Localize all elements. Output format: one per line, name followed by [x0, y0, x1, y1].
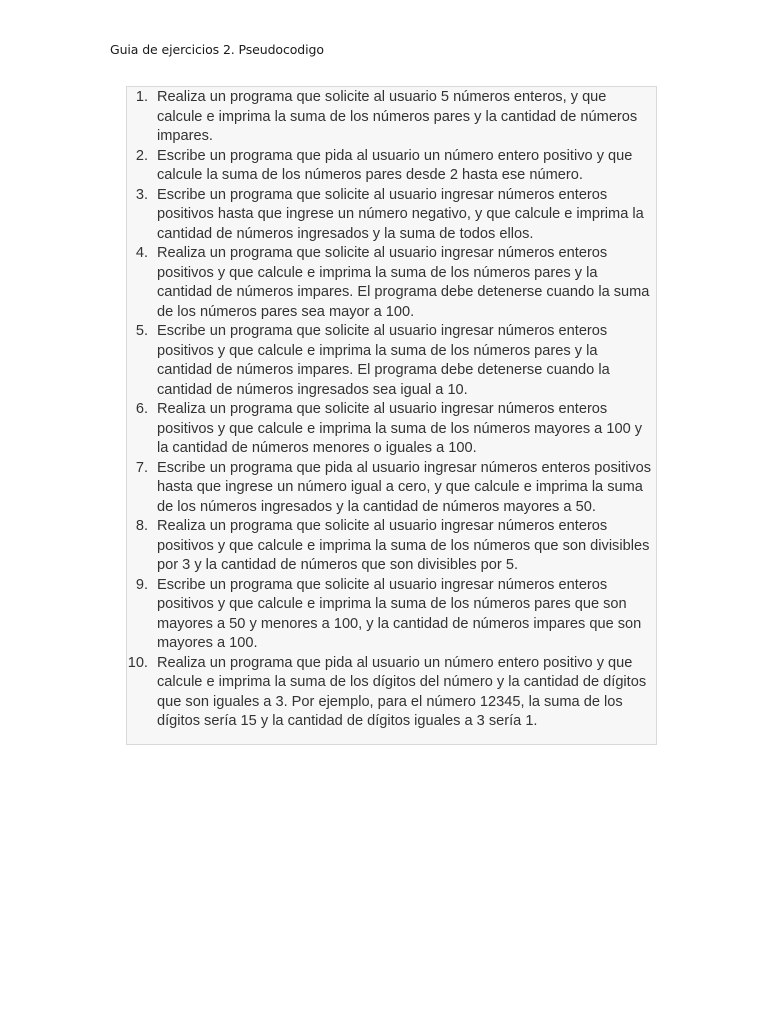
exercise-item-6	[127, 400, 656, 459]
exercise-text: Realiza un programa que solicite al usuario ingresar números enteros positivos y que calcule e imprima la suma de los números que son divisibles por 3 y la cantidad de números que son divisibles por 5.	[157, 518, 650, 573]
exercise-text: Escribe un programa que pida al usuario ingresar números enteros positivos hasta que ingrese un número igual a cero, y que calcule e imprima la suma de los números ingresados y la cantidad de números mayores a 50.	[157, 459, 652, 515]
exercise-text: Realiza un programa que solicite al usuario 5 números enteros, y que calcule e imprima la suma de los números pares y la cantidad de números impares.	[157, 89, 638, 144]
exercise-number: 2.	[135, 147, 148, 164]
exercise-item-8	[127, 517, 656, 576]
exercise-list	[127, 88, 656, 732]
exercise-number: 8.	[135, 518, 148, 534]
exercise-item-1	[127, 88, 656, 147]
page-title: Guia de ejercicios 2. Pseudocodigo	[110, 42, 324, 57]
exercise-item-7	[127, 459, 656, 518]
exercise-number: 5.	[135, 323, 148, 339]
exercise-text: Realiza un programa que solicite al usuario ingresar números enteros positivos y que calcule e imprima la suma de los números mayores a 100 y la cantidad de números menores o iguales a 100.	[157, 401, 643, 456]
exercise-text: Escribe un programa que solicite al usuario ingresar números enteros positivos y que calcule e imprima la suma de los números pares y la cantidad de números impares. El programa debe detenerse cuando la cantidad de números ingresados sea igual a 10.	[157, 323, 610, 398]
exercise-item-9	[127, 576, 656, 654]
exercise-item-5	[127, 322, 656, 400]
exercise-item-10	[127, 654, 656, 732]
exercise-box	[126, 86, 657, 745]
exercise-text: Realiza un programa que solicite al usuario ingresar números enteros positivos y que calcule e imprima la suma de los números pares y la cantidad de números impares. El programa debe detenerse cuando la suma de los números pares sea mayor a 100.	[157, 245, 650, 320]
exercise-number: 9.	[135, 576, 148, 593]
exercise-number: 4.	[135, 245, 148, 261]
exercise-item-4	[127, 244, 656, 322]
exercise-number: 10.	[127, 654, 148, 671]
exercise-text: Escribe un programa que solicite al usuario ingresar números enteros positivos hasta que ingrese un número negativo, y que calcule e imprima la cantidad de números ingresados y la suma de todos ellos.	[157, 186, 644, 242]
exercise-number: 1.	[135, 89, 148, 105]
exercise-number: 3.	[135, 186, 148, 203]
exercise-number: 6.	[135, 401, 148, 417]
exercise-item-2	[127, 147, 656, 186]
exercise-item-3	[127, 186, 656, 245]
exercise-text: Escribe un programa que solicite al usuario ingresar números enteros positivos y que calcule e imprima la suma de los números pares que son mayores a 50 y menores a 100, y la cantidad de números impares que son mayores a 100.	[157, 576, 642, 651]
exercise-text: Realiza un programa que pida al usuario un número entero positivo y que calcule e imprima la suma de los dígitos del número y la cantidad de dígitos que son iguales a 3. Por ejemplo, para el número 12345, la suma de los dígitos sería 15 y la cantidad de dígitos iguales a 3 sería 1.	[157, 654, 647, 729]
exercise-number: 7.	[135, 459, 148, 476]
exercise-text: Escribe un programa que pida al usuario un número entero positivo y que calcule la suma de los números pares desde 2 hasta ese número.	[157, 147, 633, 183]
